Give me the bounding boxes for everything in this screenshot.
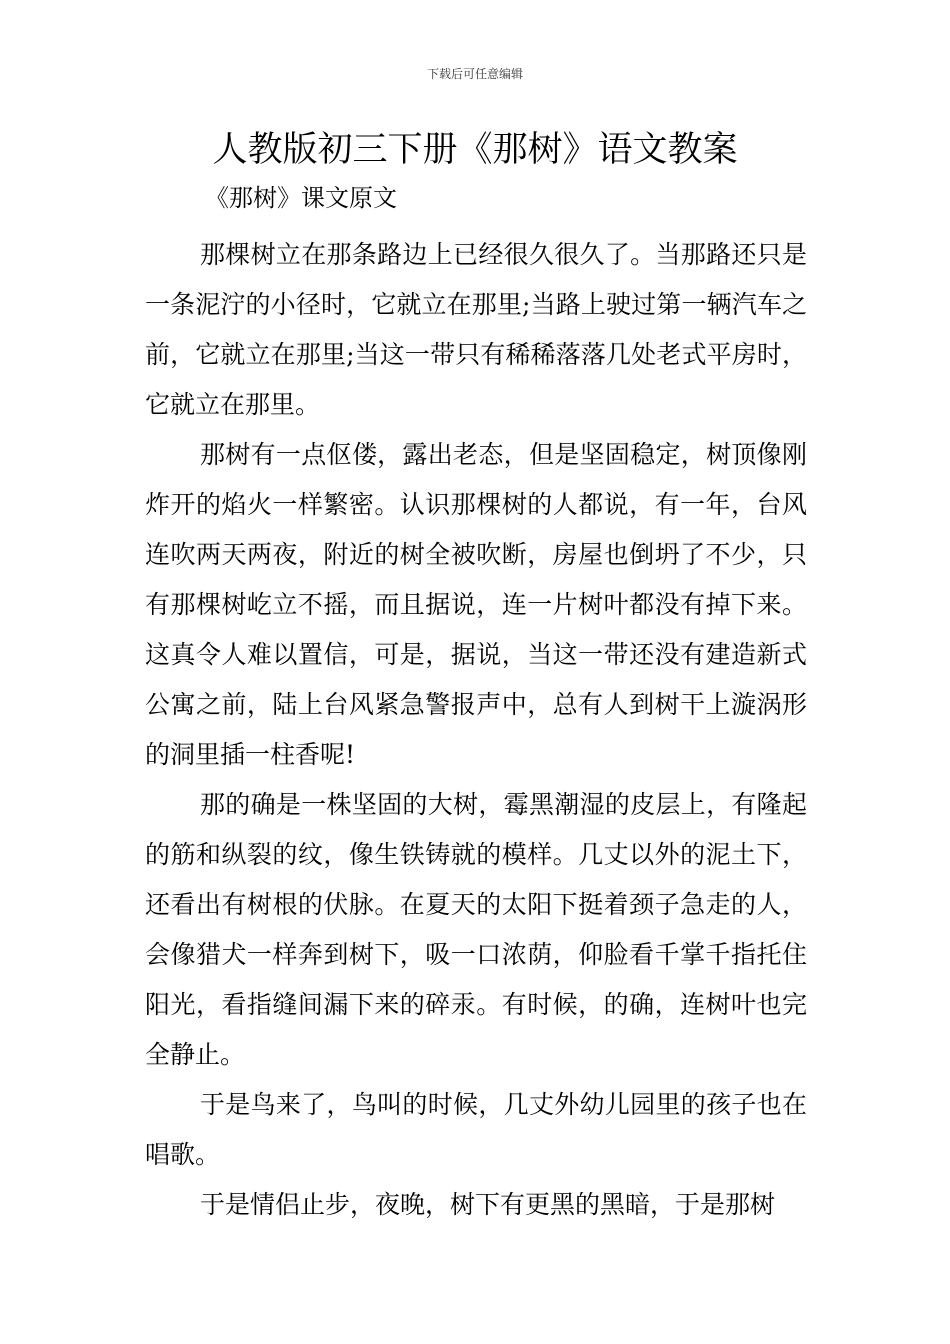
paragraph: 那棵树立在那条路边上已经很久很久了。当那路还只是一条泥泞的小径时，它就立在那里;当路上驶过第一辆汽车之前，它就立在那里;当这一带只有稀稀落落几处老式平房时，它就立在那里。 — [145, 240, 807, 419]
paragraph: 于是情侣止步，夜晚，树下有更黑的黑暗，于是那树 — [200, 1190, 776, 1219]
paragraph: 那的确是一株坚固的大树，霉黑潮湿的皮层上，有隆起的筋和纵裂的纹，像生铁铸就的模样。几丈以外的泥土下，还看出有树根的伏脉。在夏天的太阳下挺着颈子急走的人，会像猎犬一样奔到树下，吸一口浓荫，仰脸看千掌千指托住阳光，看指缝间漏下来的碎汞。有时候，的确，连树叶也完全静止。 — [145, 790, 807, 1069]
header-note: 下载后可任意编辑 — [426, 67, 523, 81]
section-subtitle: 《那树》课文原文 — [205, 184, 397, 212]
paragraph: 于是鸟来了，鸟叫的时候，几丈外幼儿园里的孩子也在唱歌。 — [145, 1090, 807, 1169]
body-text — [145, 230, 807, 1230]
document-title: 人教版初三下册《那树》语文教案 — [212, 130, 738, 170]
paragraph: 那树有一点伛偻，露出老态，但是坚固稳定，树顶像刚炸开的焰火一样繁密。认识那棵树的人都说，有一年，台风连吹两天两夜，附近的树全被吹断，房屋也倒坍了不少，只有那棵树屹立不摇，而且据说，连一片树叶都没有掉下来。这真令人难以置信，可是，据说，当这一带还没有建造新式公寓之前，陆上台风紧急警报声中，总有人到树干上漩涡形的洞里插一柱香呢! — [145, 440, 807, 769]
